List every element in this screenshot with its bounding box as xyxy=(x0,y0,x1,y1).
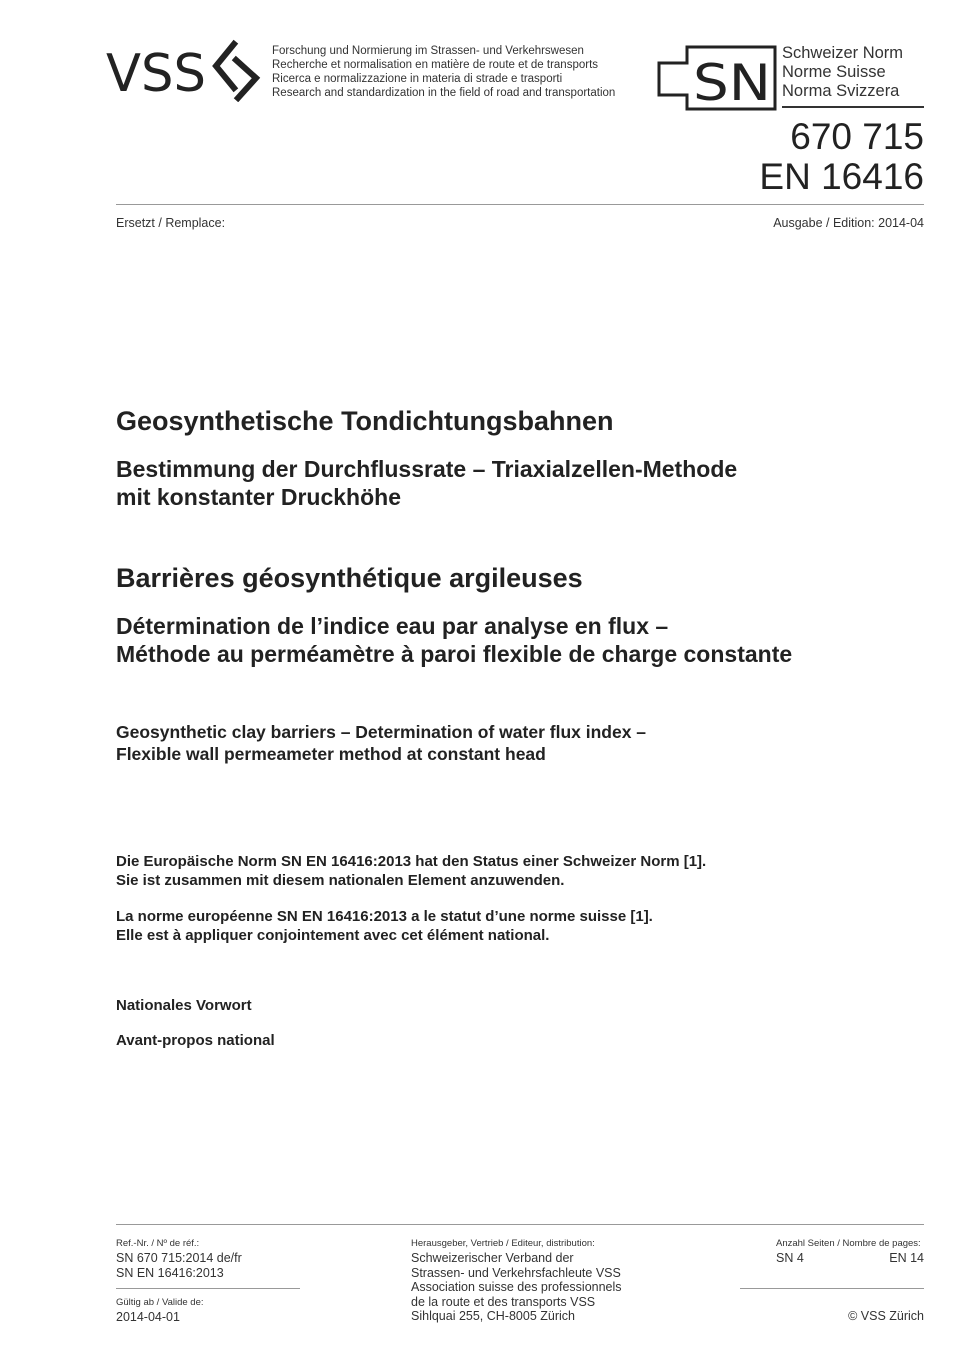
publisher-line: Schweizerischer Verband der xyxy=(411,1251,574,1265)
vss-logo xyxy=(106,38,266,102)
status-fr-line: Elle est à appliquer conjointement avec cet élément national. xyxy=(116,927,550,944)
page-count-sn: SN 4 xyxy=(776,1251,804,1265)
sn-logo-letters: SN xyxy=(693,54,771,111)
status-de-line: Die Europäische Norm SN EN 16416:2013 hat den Status einer Schweizer Norm [1]. xyxy=(116,853,707,870)
valid-from-value: 2014-04-01 xyxy=(116,1310,180,1324)
status-statement-fr xyxy=(116,907,653,945)
norm-number: 670 715 xyxy=(790,116,924,157)
valid-from-label: Gültig ab / Valide de: xyxy=(116,1297,204,1308)
status-de-line: Sie ist zusammen mit diesem nationalen Element anzuwenden. xyxy=(116,872,565,889)
foreword-heading-de: Nationales Vorwort xyxy=(116,997,252,1014)
subtitle-fr-line: Méthode au perméamètre à paroi flexible de charge constante xyxy=(116,641,793,667)
sn-logo xyxy=(657,45,777,111)
copyright: © VSS Zürich xyxy=(848,1309,924,1323)
reference-value: SN 670 715:2014 de/fr xyxy=(116,1251,242,1265)
title-fr: Barrières géosynthétique argileuses xyxy=(116,563,583,593)
reference-value: SN EN 16416:2013 xyxy=(116,1265,224,1280)
sn-name-fr: Norme Suisse xyxy=(782,63,886,81)
vss-line-de: Forschung und Normierung im Strassen- und Verkehrswesen xyxy=(272,45,584,57)
sn-name-de: Schweizer Norm xyxy=(782,44,904,62)
publisher-line: de la route et des transports VSS xyxy=(411,1294,596,1309)
vss-line-en: Research and standardization in the field of road and transportation xyxy=(272,87,616,99)
footer-divider xyxy=(116,1224,924,1225)
header-divider xyxy=(116,204,924,205)
page-count-en: EN 14 xyxy=(889,1251,924,1265)
subtitle-fr-line: Détermination de l’indice eau par analyse en flux – xyxy=(116,613,669,639)
status-statement-de xyxy=(116,852,706,890)
foreword-heading-fr: Avant-propos national xyxy=(116,1032,275,1049)
status-fr-line: La norme européenne SN EN 16416:2013 a le statut d’une norme suisse [1]. xyxy=(116,908,653,925)
page-count-label: Anzahl Seiten / Nombre de pages: xyxy=(776,1238,921,1249)
sn-name-it: Norma Svizzera xyxy=(782,82,900,100)
title-en-line: Geosynthetic clay barriers – Determination of water flux index – xyxy=(116,722,647,742)
vss-chevron-icon xyxy=(216,44,256,98)
footer-left-divider xyxy=(116,1288,300,1289)
publisher-address xyxy=(411,1251,622,1324)
subtitle-de-line: mit konstanter Druckhöhe xyxy=(116,484,401,510)
subtitle-de-line: Bestimmung der Durchflussrate – Triaxialzellen-Methode xyxy=(116,456,738,482)
edition-label: Ausgabe / Edition: 2014-04 xyxy=(773,216,924,230)
vss-logo-letters: VSS xyxy=(106,44,206,102)
sn-names xyxy=(782,44,903,101)
subtitle-de xyxy=(116,455,737,511)
publisher-line: Sihlquai 255, CH-8005 Zürich xyxy=(411,1309,575,1323)
vss-line-it: Ricerca e normalizzazione in materia di strade e trasporti xyxy=(272,73,563,85)
vss-description xyxy=(272,44,615,100)
vss-line-fr: Recherche et normalisation en matière de route et de transports xyxy=(272,59,599,71)
publisher-line: Association suisse des professionnels xyxy=(411,1280,622,1294)
publisher-label: Herausgeber, Vertrieb / Editeur, distribution: xyxy=(411,1238,595,1249)
title-de: Geosynthetische Tondichtungsbahnen xyxy=(116,406,614,436)
footer-right-divider xyxy=(740,1288,924,1289)
title-en-line: Flexible wall permeameter method at constant head xyxy=(116,744,546,764)
publisher-line: Strassen- und Verkehrsfachleute VSS xyxy=(411,1265,621,1280)
reference-label: Ref.-Nr. / Nº de réf.: xyxy=(116,1238,200,1249)
sn-underline xyxy=(782,106,924,108)
title-en xyxy=(116,721,646,765)
subtitle-fr xyxy=(116,612,792,668)
en-number: EN 16416 xyxy=(759,156,924,197)
replaces-label: Ersetzt / Remplace: xyxy=(116,216,226,230)
reference-values xyxy=(116,1251,242,1280)
